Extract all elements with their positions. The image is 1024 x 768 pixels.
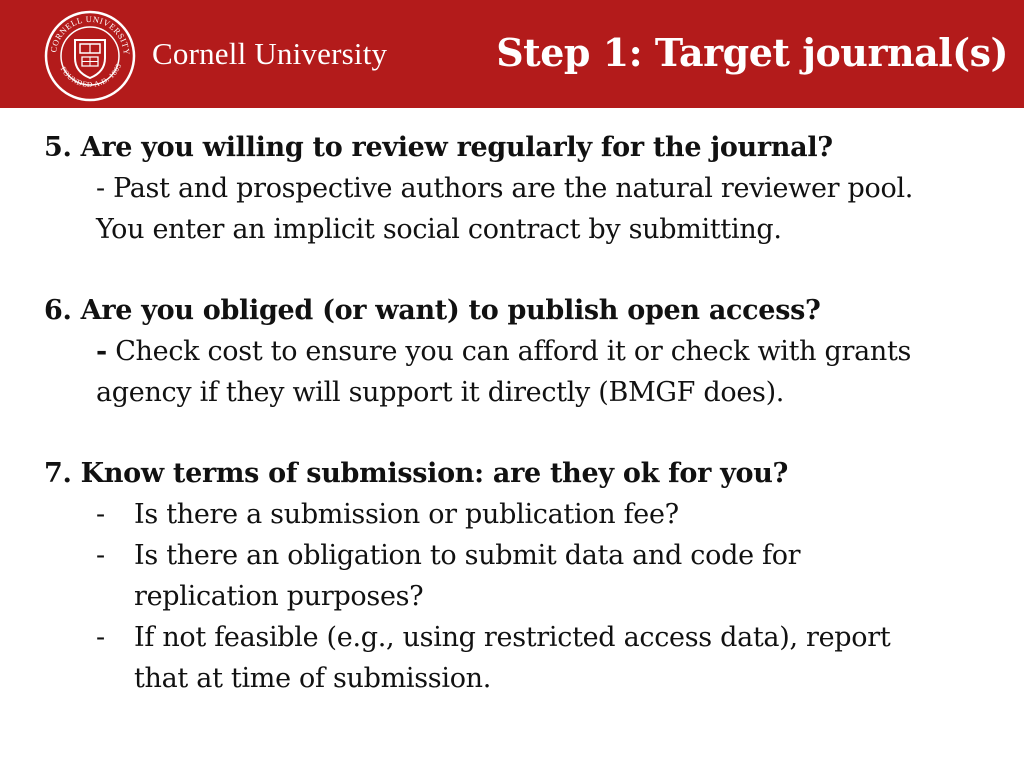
list-item-text: that at time of submission.	[134, 663, 492, 694]
svg-text:FOUNDED A.D. 1865: FOUNDED A.D. 1865	[58, 61, 124, 89]
question-heading: 6. Are you obliged (or want) to publish open access?	[44, 295, 821, 326]
question-heading: 5. Are you willing to review regularly for the journal?	[44, 132, 833, 163]
question-heading: 7. Know terms of submission: are they ok for you?	[44, 458, 789, 489]
section-6	[44, 291, 1014, 413]
body-line: - Past and prospective authors are the natural reviewer pool.	[96, 173, 914, 204]
list-item	[44, 494, 1014, 535]
list-item	[44, 617, 1014, 699]
list-item-text: If not feasible (e.g., using restricted access data), report	[134, 622, 891, 653]
section-7	[44, 454, 1014, 699]
list-item-text: Is there an obligation to submit data and code for	[134, 540, 801, 571]
slide-content	[44, 128, 1014, 699]
dash-marker: -	[96, 336, 107, 367]
header-bar	[0, 0, 1024, 108]
body-line: You enter an implicit social contract by submitting.	[96, 214, 782, 245]
body-text: Check cost to ensure you can afford it or check with grants	[106, 336, 912, 367]
list-item	[44, 535, 1014, 617]
bullet-dash: -	[96, 540, 105, 571]
bullet-dash: -	[96, 499, 105, 530]
section-5	[44, 128, 1014, 250]
body-line	[96, 331, 1014, 372]
svg-text:CORNELL UNIVERSITY: CORNELL UNIVERSITY	[48, 13, 133, 56]
spacer	[44, 250, 1014, 291]
spacer	[44, 413, 1014, 454]
list-item-text: Is there a submission or publication fee?	[134, 499, 679, 530]
university-seal-icon	[44, 10, 136, 102]
list-item-text: replication purposes?	[134, 581, 424, 612]
body-line: agency if they will support it directly (BMGF does).	[96, 377, 785, 408]
brand-wordmark: Cornell University	[152, 36, 388, 71]
bullet-list	[44, 494, 1014, 699]
bullet-dash: -	[96, 622, 105, 653]
slide-title: Step 1: Target journal(s)	[496, 30, 1008, 75]
